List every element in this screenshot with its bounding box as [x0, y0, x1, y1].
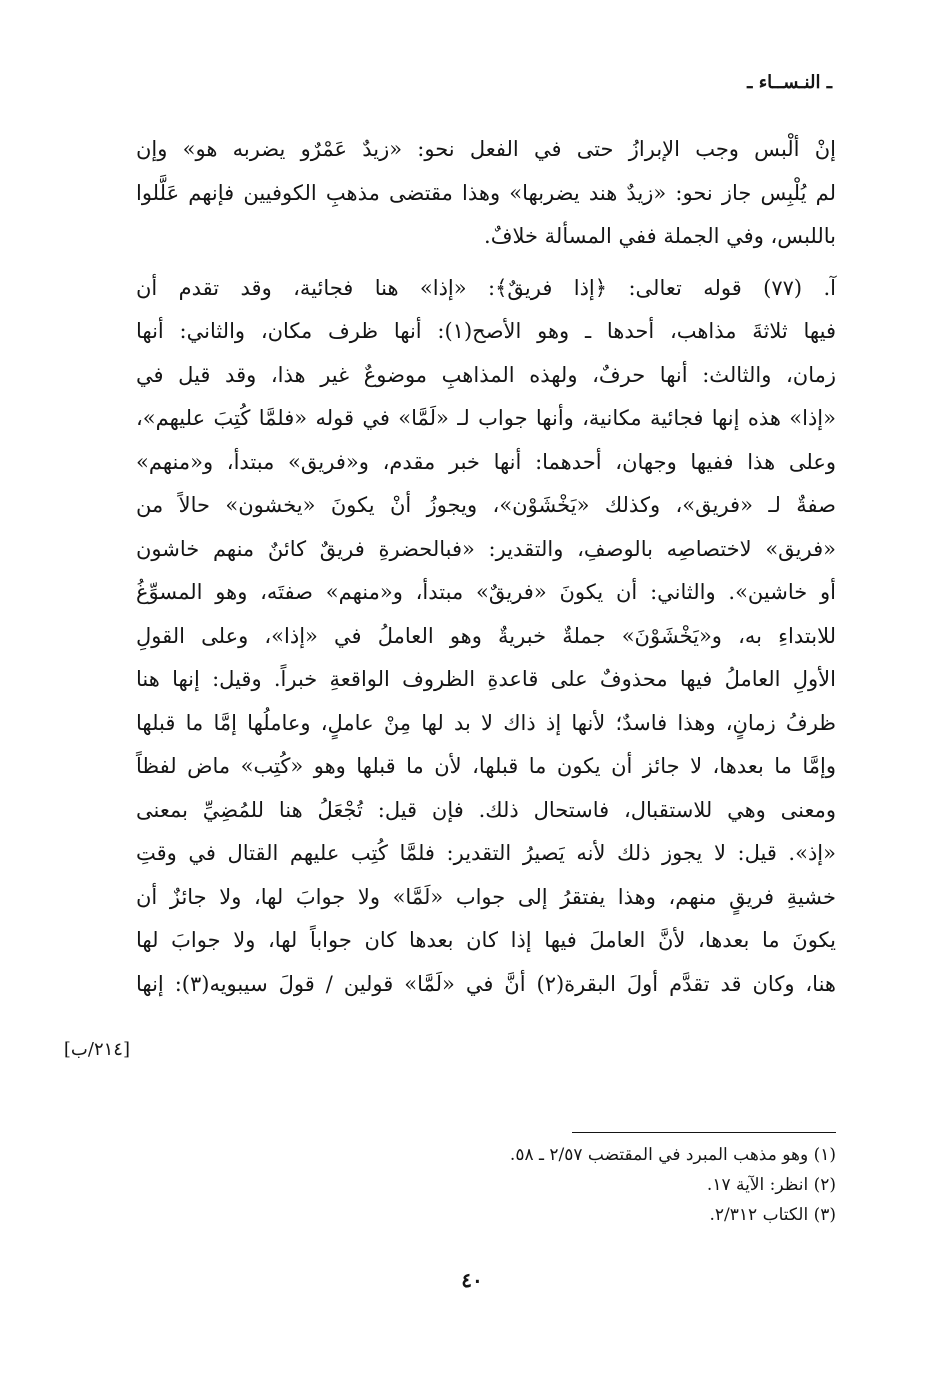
- running-header: ـ النـســاء ـ: [747, 72, 832, 93]
- text-line: ظرفُ زمانٍ، وهذا فاسدٌ؛ لأنها إذ ذاك لا بد لها مِنْ عاملٍ، وعاملُها إمَّا ما قبلها: [136, 710, 836, 735]
- text-line: الأولِ العاملُ فيها محذوفٌ على قاعدةِ الظروف الواقعةِ خبراً. وقيل: إنها هنا: [136, 667, 836, 691]
- footnotes: [136, 1140, 836, 1230]
- text-line: للابتداءِ به، و«يَخْشَوْنَ» جملةٌ خبريةٌ وهو العاملُ في «إذا»، وعلى القولِ: [136, 623, 836, 648]
- text-line: لم يُلْبِس جاز نحو: «زيدٌ هند يضربها» وهذا مقتضى مذهبِ الكوفيين فإنهم عَلَّلوا: [136, 180, 836, 205]
- text-line: وإمَّا ما بعدها، لا جائز أن يكون ما قبلها، لأن ما قبلها وهو «كُتِب» ماض لفظاً: [136, 754, 836, 778]
- text-line: فيها ثلاثةَ مذاهب، أحدها ـ وهو الأصح(١): أنها ظرف مكان، والثاني: أنها: [136, 319, 836, 343]
- text-line: وعلى هذا ففيها وجهان، أحدهما: أنها خبر مقدم، و«فريق» مبتدأ، و«منهم»: [136, 449, 836, 474]
- footnote-separator: [572, 1132, 836, 1133]
- main-text: [136, 128, 836, 1006]
- footnote: (١) وهو مذهب المبرد في المقتضب ٢/٥٧ ـ ٥٨.: [509, 1145, 836, 1165]
- text-line: زمان، والثالث: أنها حرفٌ، ولهذه المذاهبِ موضوعٌ غير هذا، وقد قيل في: [136, 362, 836, 387]
- text-line: خشيةِ فريقٍ منهم، وهذا يفتقرُ إلى جواب «لَمَّا» ولا جوابَ لها، ولا جائزٌ أن: [136, 884, 836, 909]
- page-number: ٤٠: [461, 1268, 483, 1292]
- text-line: «فريق» لاختصاصِه بالوصفِ، والتقدير: «فبالحضرةِ فريقٌ كائنٌ منهم خاشون: [136, 536, 836, 561]
- paragraph-gap: [136, 259, 836, 267]
- text-line: صفةٌ لـ «فريق»، وكذلك «يَخْشَوْن»، ويجوزُ أنْ يكونَ «يخشون» حالاً من: [136, 493, 836, 517]
- text-line: «إذا» هذه إنها فجائية مكانية، وأنها جواب لـ «لَمَّا» في قوله «فلمَّا كُتِبَ عليهم»،: [136, 406, 836, 430]
- text-line: أو خاشين». والثاني: أن يكونَ «فريقٌ» مبتدأ، و«منهم» صفتَه، وهو المسوِّغُ: [136, 580, 836, 604]
- footnote: (٢) انظر: الآية ١٧.: [706, 1175, 836, 1195]
- text-line: هنا، وكان قد تقدَّم أولَ البقرة(٢) أنَّ في «لَمَّا» قولين / قولَ سيبويه(٣): إنها: [136, 971, 836, 996]
- text-line: إنْ ألْبس وجب الإبرازُ حتى في الفعل نحو: «زيدٌ عَمْرٌو يضربه هو» وإن: [136, 137, 836, 161]
- text-line: آ. (٧٧) قوله تعالى: ﴿إذا فريقٌ﴾: «إذا» هنا فجائية، وقد تقدم أن: [136, 275, 836, 300]
- manuscript-folio-marker: [٢١٤/ب]: [63, 1039, 130, 1060]
- text-line: «إذ». قيل: لا يجوز ذلك لأنه يَصيرُ التقدير: فلمَّا كُتِب عليهم القتال في وقتِ: [136, 841, 836, 865]
- text-line: ومعنى وهي للاستقبال، فاستحال ذلك. فإن قيل: تُجْعَلُ هنا للمُضِيِّ بمعنى: [136, 797, 836, 822]
- footnote: (٣) الكتاب ٢/٣١٢.: [709, 1205, 836, 1225]
- text-line: يكونَ ما بعدها، لأنَّ العاملَ فيها إذا كان بعدها كان جواباً لها، ولا جوابَ لها: [136, 928, 836, 952]
- text-line: باللبس، وفي الجملة ففي المسألة خلافٌ.: [484, 224, 836, 248]
